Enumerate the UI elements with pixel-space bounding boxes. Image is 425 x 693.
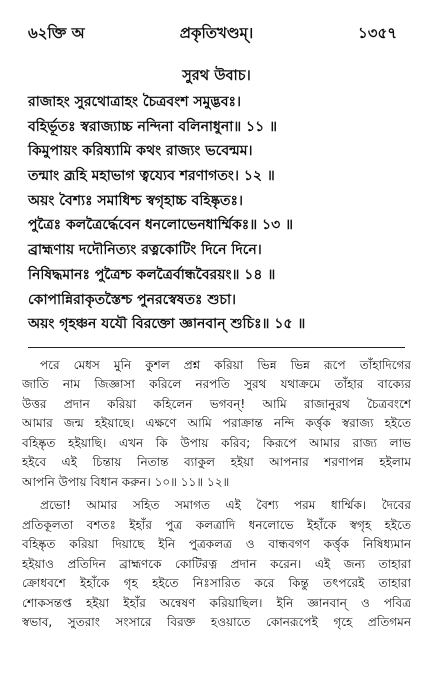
- prose-line: হইয়াও প্রতিদিন ব্রাহ্মণকে কোটিরত্ন প্রদান করেন। এই জন্য তাহারা: [22, 556, 411, 571]
- verse-line: ব্রাহ্মণায় দদৌনিত্যং রত্নকোটিং দিনে দিনে।: [28, 242, 262, 259]
- running-title: প্রকৃতিখণ্ডম্।: [179, 24, 254, 42]
- prose-line: জাতি নাম জিজ্ঞাসা করিলে নরপতি সুরথ যথাক্রমে তাঁহার বাক্যের: [22, 377, 411, 392]
- verse-line: পুত্রৈঃ কলত্রৈর্দ্ধেবেন ধনলোভেনধার্ম্মিকঃ॥ ১৩ ॥: [28, 217, 294, 234]
- verse-line: রাজাহং সুরথোত্রাহং চৈত্রবংশ সমুদ্ভবঃ।: [28, 94, 241, 110]
- prose-line: আপনি উপায় বিধান করুন। ১০॥ ১১॥ ১২॥: [22, 474, 230, 489]
- prose-line: শোকসন্তপ্ত হইয়া ইহাঁর অন্বেষণ করিয়াছিল। ইনি জ্ঞানবান্ ও পবিত্র: [22, 595, 411, 610]
- prose-line: উত্তর প্রদান করিয়া কহিলেন ভগবন্! আমি রাজানুরথ চৈত্রবংশে: [22, 396, 411, 411]
- prose-line: বহিষ্কৃত করিয়া দিয়াছে ইনি পুত্রকলত্র ও বান্ধবগণ কর্ত্তৃক নিষিধ্যমান: [22, 537, 411, 552]
- prose-line: পরে মেধস মুনি কুশল প্রশ্ন করিয়া ভিন্ন ভিন্ন রূপে তাঁহাদিগের: [40, 357, 411, 372]
- section-divider: [28, 347, 405, 348]
- prose-line: ক্রোধবশে ইহাঁকে গৃহ হইতে নিঃসারিত করে কিন্তু তৎপরেই তাহারা: [22, 576, 411, 591]
- prose-line: হইবে এই চিন্তায় নিতান্ত ব্যাকুল হইয়া আপনার শরণাপন্ন হইলাম: [22, 455, 411, 470]
- prose-line: প্রভো! আমার সহিত সমাগত এই বৈশ্য পরম ধার্ম্মিক। দৈবের: [40, 498, 411, 513]
- prose-line: আমার জন্ম হইয়াছে। এক্ষণে আমি পরাক্রান্ত নন্দি কর্ত্তৃক স্বরাজ্য হইতে: [22, 416, 411, 431]
- page-number: ১৩৫৭: [358, 24, 397, 42]
- page-header: [22, 0, 411, 46]
- bengali-translation: [22, 356, 411, 633]
- verse-line: অয়ং গৃহঞ্চন যযৌ বিরক্তো জ্ঞানবান্ শুচিঃ॥ ১৫ ॥: [28, 316, 306, 333]
- verse-heading: সুরথ উবাচ।: [182, 68, 251, 84]
- sanskrit-verse-block: [22, 64, 411, 337]
- verse-line: বহির্ভূতঃ স্বরাজ্যাচ্চ নন্দিনা বলিনাধুনা॥ ১১ ॥: [28, 118, 278, 135]
- verse-line: কিমুপায়ং করিষ্যামি কথং রাজ্যং ভবেন্মম।: [28, 143, 253, 160]
- verse-line: অয়ং বৈশ্যঃ সমাধিশ্চ স্বগৃহাচ্চ বহিষ্কৃতঃ।: [28, 192, 244, 209]
- verse-line: তন্মাং ব্রূহি মহাভাগ ত্বয্যেব শরণাগতং। ১২ ॥: [28, 168, 275, 185]
- verse-line: নিষিদ্ধমানঃ পুত্রৈশ্চ কলত্রৈর্বান্ধবৈরয়ং॥ ১৪ ॥: [28, 266, 276, 283]
- prose-line: বহিষ্কৃত হইয়াছি। এখন কি উপায় করিব; কিরূপে আমার রাজ্য লাভ: [22, 435, 411, 450]
- prose-line: স্বভাব, সুতরাং সংসারে বিরক্ত হওয়াতে কোনরূপেই গৃহে প্রতিগমন: [22, 615, 411, 630]
- signature-mark: ৬২ক্তি অ: [28, 24, 85, 42]
- prose-line: প্রতিকূলতা বশতঃ ইহাঁর পুত্র কলত্রাদি ধনলোভে ইহাঁকে স্বগৃহ হইতে: [22, 517, 411, 532]
- verse-line: কোপান্নিরাকৃতস্তৈশ্চ পুনরস্বেষতঃ শুচা।: [28, 291, 237, 308]
